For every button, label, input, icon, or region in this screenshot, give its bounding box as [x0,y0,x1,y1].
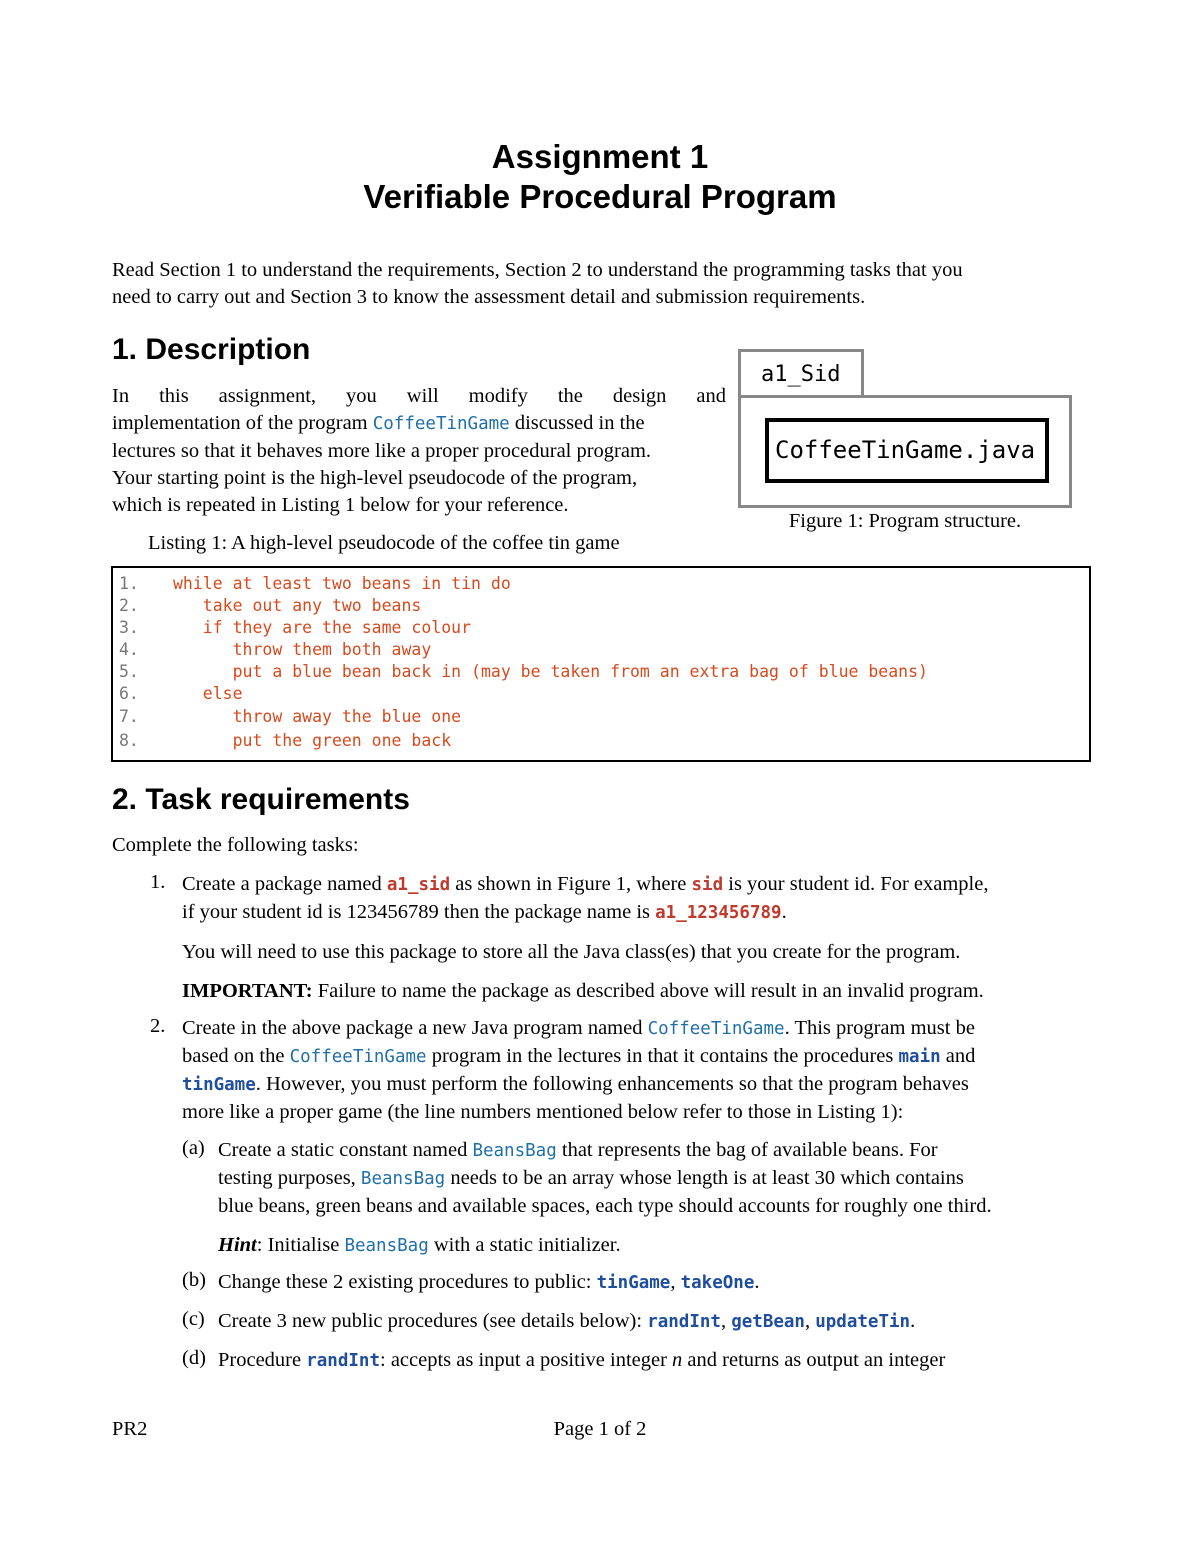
text: Create in the above package a new Java program named [182,1017,648,1039]
package-label: a1_Sid [761,362,841,387]
intro-paragraph [112,257,1092,311]
a1-123456789-code: a1_123456789 [655,903,782,923]
description-line-2-pre: implementation of the program [112,412,373,434]
line-number: 1. [119,574,139,593]
tingame-code: tinGame [182,1075,256,1095]
text: . This program must be [784,1017,975,1039]
text: based on the [182,1045,290,1067]
randint-code: randInt [647,1312,721,1332]
task-2-line-1 [182,1015,1088,1043]
line-number: 5. [119,662,139,681]
text: Change these 2 existing procedures to public: [218,1271,597,1293]
sub-b [218,1269,760,1297]
sub-c [218,1308,915,1336]
task-2-number: 2. [150,1015,166,1037]
text: . [754,1271,760,1293]
listing-line [119,574,511,593]
text: Procedure [218,1349,307,1371]
listing-line [119,618,471,637]
line-code: else [173,684,243,703]
listing-line [119,684,243,703]
sub-a-hint [218,1232,1088,1260]
text: if your student id is 123456789 then the package name is [182,901,656,923]
text: as shown in Figure 1, where [450,873,692,895]
package-box [738,395,1072,508]
sub-a-line-2 [218,1165,1088,1193]
n-variable: n [672,1349,683,1371]
sub-a [218,1137,1088,1260]
listing-line [119,707,461,726]
important-label: IMPORTANT: [182,980,313,1002]
title-line-2: Verifiable Procedural Program [363,178,837,215]
task-1-line-1 [182,871,1088,899]
listing-line [119,731,451,750]
text: . [910,1310,916,1332]
description-line-2-post: discussed in the [509,412,645,434]
text: , [804,1310,816,1332]
line-code: if they are the same colour [173,618,472,637]
text: and returns as output an integer [682,1349,946,1371]
footer-page-number: Page 1 of 2 [553,1418,647,1440]
text: that represents the bag of available beans. For [556,1139,938,1161]
footer-course: PR2 [112,1418,148,1440]
line-number: 6. [119,684,139,703]
text: Create 3 new public procedures (see details below): [218,1310,648,1332]
text: with a static initializer. [428,1234,621,1256]
line-number: 2. [119,596,139,615]
figure-caption: Figure 1: Program structure. [788,510,1022,532]
line-code: put a blue bean back in (may be taken from an extra bag of blue beans) [173,662,928,681]
task-1-paragraph-2: You will need to use this package to store all the Java class(es) that you create for the program. [182,941,961,963]
intro-line-2: need to carry out and Section 3 to know the assessment detail and submission requirements. [112,286,866,308]
text: Create a static constant named [218,1139,473,1161]
text: and [940,1045,976,1067]
line-code: put the green one back [173,731,452,750]
description-line-5: which is repeated in Listing 1 below for your reference. [112,494,569,516]
description-line-4: Your starting point is the high-level pseudocode of the program, [112,467,638,489]
line-number: 8. [119,731,139,750]
takeone-code: takeOne [680,1273,755,1293]
a1-sid-code: a1_sid [386,875,451,895]
beansbag-code: BeansBag [360,1169,446,1189]
text: . However, you must perform the following enhancements so that the program behaves [255,1073,969,1095]
sub-a-line-1 [218,1137,1088,1165]
intro-line-1: Read Section 1 to understand the requirements, Section 2 to understand the programming tasks that you [112,259,963,281]
sub-a-line-3: blue beans, green beans and available spaces, each type should accounts for roughly one third. [218,1195,992,1217]
beansbag-code: BeansBag [472,1141,557,1161]
line-code: throw away the blue one [173,707,462,726]
beansbag-code: BeansBag [344,1236,429,1256]
sid-code: sid [691,875,724,895]
line-number: 3. [119,618,139,637]
task-1-paragraph-3 [182,978,1088,1005]
task-2-line-3 [182,1071,1088,1099]
tingame-code: tinGame [596,1273,671,1293]
task-1 [182,871,1088,1005]
sub-d-label: (d) [182,1347,206,1369]
description-paragraph [112,383,726,519]
line-number: 4. [119,640,139,659]
listing-line [119,640,431,659]
sub-c-label: (c) [182,1308,205,1330]
package-tab [738,349,864,398]
randint-code: randInt [306,1351,380,1371]
text: is your student id. For example, [723,873,989,895]
text: . [781,901,787,923]
line-code: throw them both away [173,640,432,659]
task-2-line-2 [182,1043,1088,1071]
updatetin-code: updateTin [815,1312,911,1332]
getbean-code: getBean [731,1312,805,1332]
sub-d [218,1347,1088,1375]
listing-caption: Listing 1: A high-level pseudocode of the coffee tin game [148,532,620,554]
listing-line [119,596,421,615]
file-box [765,418,1049,483]
text: Failure to name the package as described above will result in an invalid program. [312,980,984,1002]
text: testing purposes, [218,1167,361,1189]
file-label: CoffeeTinGame.java [775,436,1036,464]
line-code: take out any two beans [173,596,422,615]
task-1-line-2 [182,899,1088,927]
description-line-2 [112,410,726,438]
coffeetingame-code: CoffeeTinGame [372,414,510,434]
text: , [670,1271,681,1293]
pseudocode-listing [111,566,1091,762]
text: needs to be an array whose length is at least 30 which contains [445,1167,964,1189]
description-line-1: In this assignment, you will modify the design and [112,385,726,407]
tasks-intro: Complete the following tasks: [112,834,359,856]
sub-b-label: (b) [182,1269,206,1291]
coffeetingame-code: CoffeeTinGame [289,1047,427,1067]
main-code: main [898,1047,941,1067]
section-1-heading: 1. Description [112,333,311,366]
task-2-line-4: more like a proper game (the line numbers mentioned below refer to those in Listing 1): [182,1101,904,1123]
text: program in the lectures in that it contains the procedures [426,1045,899,1067]
sub-a-label: (a) [182,1137,205,1159]
line-code: while at least two beans in tin do [173,574,511,593]
description-line-3: lectures so that it behaves more like a proper procedural program. [112,440,652,462]
task-1-number: 1. [150,871,166,893]
coffeetingame-code: CoffeeTinGame [647,1019,785,1039]
line-number: 7. [119,707,139,726]
text: : accepts as input a positive integer [380,1349,673,1371]
hint-label: Hint [218,1234,257,1256]
listing-line [119,662,928,681]
text: Create a package named [182,873,387,895]
title-line-1: Assignment 1 [491,138,709,175]
section-2-heading: 2. Task requirements [112,783,410,816]
text: , [720,1310,732,1332]
task-2 [182,1015,1088,1126]
text: : Initialise [256,1234,345,1256]
